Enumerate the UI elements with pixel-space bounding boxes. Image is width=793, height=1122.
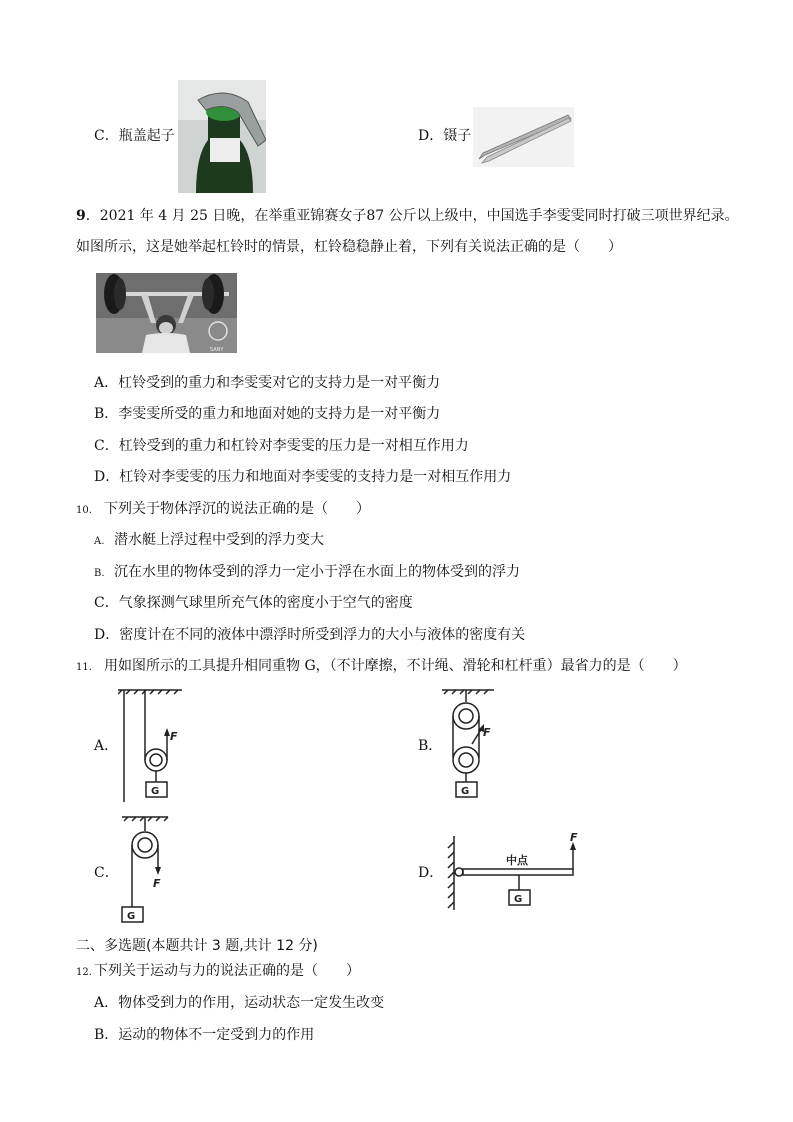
q10-number: 10. xyxy=(76,505,92,516)
q11-option-c-label: C． xyxy=(94,865,119,881)
q9-stem-text: ．2021 年 4 月 25 日晚，在举重亚锦赛女子87 公斤以上级中，中国选手李雯雯同时打破三项世界纪录。 xyxy=(85,208,739,224)
force-label-c: F xyxy=(153,877,161,890)
tweezers-image xyxy=(473,107,574,167)
bottle-opener-image xyxy=(178,80,266,193)
q9-option-d: D．杠铃对李雯雯的压力和地面对李雯雯的支持力是一对相互作用力 xyxy=(94,469,512,485)
q9-option-b: B．李雯雯所受的重力和地面对她的支持力是一对平衡力 xyxy=(94,406,441,422)
tweezers-photo xyxy=(473,107,574,167)
q9-number: 9 xyxy=(76,208,86,224)
pulley-diagram-c xyxy=(118,815,170,927)
q12-option-a: A．物体受到力的作用，运动状态一定发生改变 xyxy=(94,995,385,1011)
q9-option-a: A．杠铃受到的重力和李雯雯对它的支持力是一对平衡力 xyxy=(94,375,441,391)
q10-stem-line xyxy=(76,500,370,520)
q10-stem: 下列关于物体浮沉的说法正确的是（ ） xyxy=(104,501,370,517)
weight-label-d: G xyxy=(514,894,523,905)
force-label-d: F xyxy=(570,832,578,844)
q10-option-b-letter: B. xyxy=(94,568,105,579)
weightlifter-image xyxy=(96,273,237,353)
q10-option-b xyxy=(94,563,520,583)
q10-option-a-letter: A. xyxy=(94,536,105,547)
weight-label-a: G xyxy=(151,786,160,797)
force-label-a: F xyxy=(170,730,178,743)
q9-stem-line2: 如图所示，这是她举起杠铃时的情景，杠铃稳稳静止着，下列有关说法正确的是（ ） xyxy=(76,239,622,255)
force-label-b: F xyxy=(483,726,491,739)
q9-stem-line1 xyxy=(76,207,739,225)
q11-option-a-label: A． xyxy=(94,738,119,754)
q12-stem-line xyxy=(76,962,360,982)
weight-label-b: G xyxy=(461,786,470,797)
q11-stem-line xyxy=(76,657,687,677)
q12-number: 12. xyxy=(76,967,92,978)
weightlifter-photo xyxy=(96,273,237,353)
q12-option-b: B．运动的物体不一定受到力的作用 xyxy=(94,1027,315,1043)
q10-option-a-text: 潜水艇上浮过程中受到的浮力变大 xyxy=(114,532,324,548)
pulley-diagram-a xyxy=(118,688,182,802)
q8-option-c-label: C．瓶盖起子 xyxy=(94,128,175,144)
sponsor-logo: SANY xyxy=(210,347,224,353)
q10-option-a xyxy=(94,531,324,551)
q11-stem: 用如图所示的工具提升相同重物 G，（不计摩擦，不计绳、滑轮和杠杆重）最省力的是（ ） xyxy=(104,658,687,674)
force-arrow-c xyxy=(155,867,161,875)
q11-option-b-label: B． xyxy=(418,738,443,754)
bottle-opener-photo xyxy=(178,80,266,193)
section-heading-multiple-choice: 二、多选题(本题共计 3 题,共计 12 分) xyxy=(76,938,318,954)
pulley-diagram-b xyxy=(442,688,498,802)
q11-number: 11. xyxy=(76,662,92,673)
q8-option-d-label: D．镊子 xyxy=(418,128,472,144)
q10-option-b-text: 沉在水里的物体受到的浮力一定小于浮在水面上的物体受到的浮力 xyxy=(114,564,520,580)
q10-option-d: D．密度计在不同的液体中漂浮时所受到浮力的大小与液体的密度有关 xyxy=(94,627,526,643)
weight-label-c: G xyxy=(127,911,136,922)
midpoint-label: 中点 xyxy=(506,854,528,867)
q12-stem: 下列关于运动与力的说法正确的是（ ） xyxy=(94,963,360,979)
q10-option-c: C．气象探测气球里所充气体的密度小于空气的密度 xyxy=(94,595,413,611)
lever-diagram-d xyxy=(442,832,584,912)
q9-option-c: C．杠铃受到的重力和杠铃对李雯雯的压力是一对相互作用力 xyxy=(94,438,469,454)
q11-option-d-label: D． xyxy=(418,865,444,881)
